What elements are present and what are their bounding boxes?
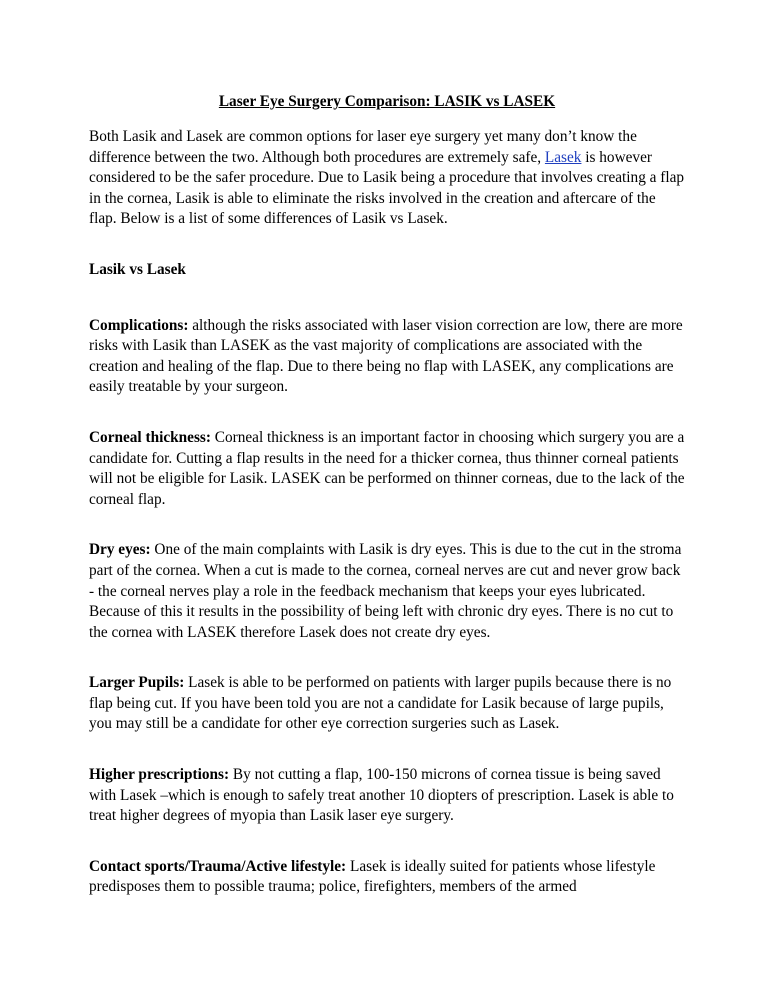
lasek-link[interactable]: Lasek [544, 148, 582, 166]
section-heading: Lasik vs Lasek [89, 260, 186, 278]
section-text: One of the main complaints with Lasik is dry eyes. This is due to the cut in the stroma part of the cornea. When a cut is made to the cornea, corneal nerves are cut and never grow back - the corneal nerves play a role in the feedback mechanism that keeps your eyes lubricated. Because of this it results in the possibility of being left with chronic dry eyes. There is no cut to the cornea with LASEK therefore Lasek does not create dry eyes. [89, 541, 682, 641]
section-term: Larger Pupils: [89, 674, 185, 692]
section-term: Dry eyes: [89, 541, 151, 559]
section-text: By not cutting a flap, 100-150 microns of cornea tissue is being saved with Lasek –which is enough to safely treat another 10 diopters of prescription. Lasek is able to treat higher degrees of myopia than Lasik laser eye surgery. [89, 766, 674, 825]
section-text: although the risks associated with laser vision correction are low, there are more risks with Lasik than LASEK as the vast majority of complications are associated with the creation and healing of the flap. Due to there being no flap with LASEK, any complications are easily treatable by your surgeon. [89, 316, 683, 396]
section-term: Higher prescriptions: [89, 766, 230, 784]
document-body [89, 92, 685, 898]
section-term: Contact sports/Trauma/Active lifestyle: [89, 857, 347, 875]
section-term: Complications: [89, 316, 189, 334]
section-corneal-thickness [89, 428, 685, 510]
section-text: Lasek is able to be performed on patients with larger pupils because there is no flap being cut. If you have been told you are not a candidate for Lasik because of large pupils, you may still be a candidate for other eye correction surgeries such as Lasek. [89, 674, 672, 733]
section-contact-sports [89, 857, 685, 898]
section-text: Lasek is ideally suited for patients whose lifestyle predisposes them to possible trauma; police, firefighters, members of the armed [89, 857, 656, 896]
intro-paragraph [89, 127, 685, 230]
intro-text-before-link: Both Lasik and Lasek are common options for laser eye surgery yet many don’t know the difference between the two. Although both procedures are extremely safe, [89, 128, 637, 166]
intro-text-after-link: is however considered to be the safer procedure. Due to Lasik being a procedure that involves creating a flap in the cornea, Lasik is able to eliminate the risks involved in the creation and aftercare of the flap. Below is a list of some differences of Lasik vs Lasek. [89, 148, 685, 228]
section-larger-pupils [89, 673, 685, 735]
section-complications [89, 316, 685, 398]
document-title: Laser Eye Surgery Comparison: LASIK vs LASEK [218, 93, 556, 110]
section-term: Corneal thickness: [89, 428, 211, 446]
section-higher-prescriptions [89, 765, 685, 827]
section-text: Corneal thickness is an important factor in choosing which surgery you are a candidate for. Cutting a flap results in the need for a thicker cornea, thus thinner corneal patients will not be eligible for Lasik. LASEK can be performed on thinner corneas, due to the lack of the corneal flap. [89, 428, 685, 508]
section-dry-eyes [89, 540, 685, 643]
